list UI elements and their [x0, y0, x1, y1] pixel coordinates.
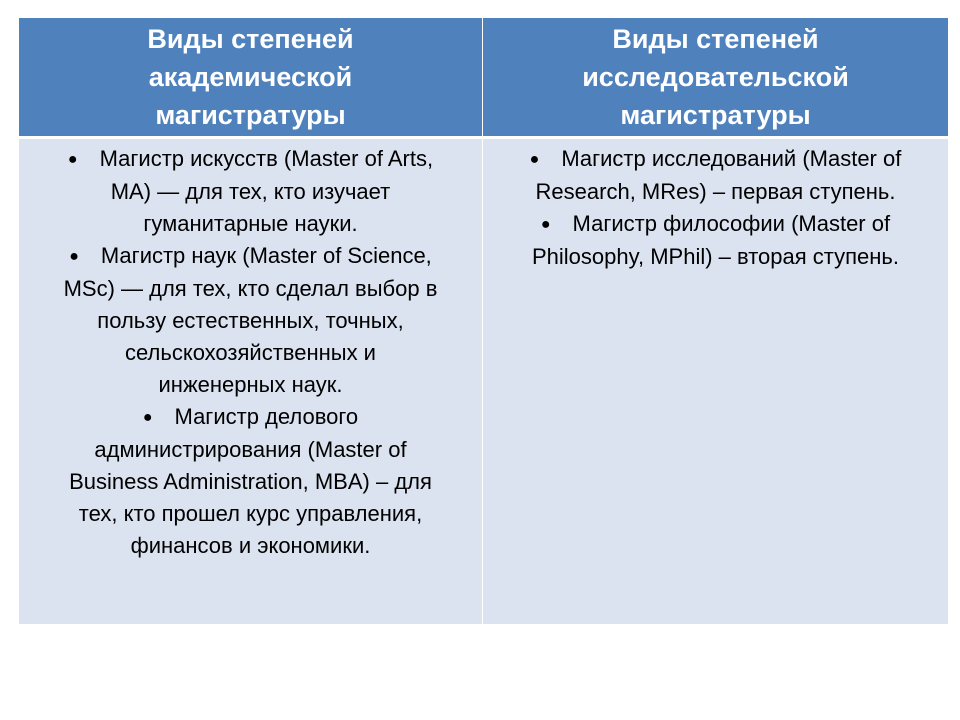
degree-text: Магистр исследований (Master of Research, MRes) – первая ступень. — [535, 146, 902, 204]
header-research-label: Виды степеней исследовательской магистратуры — [582, 24, 849, 130]
degree-text: Магистр делового администрирования (Master of Business Administration, MBA) – для тех, кто прошел курс управления, финансов и экономики. — [69, 404, 432, 558]
academic-degrees-list — [29, 143, 472, 562]
degree-text: Магистр философии (Master of Philosophy, MPhil) – вторая ступень. — [532, 211, 899, 269]
header-academic-masters — [19, 18, 483, 136]
list-item — [493, 208, 938, 273]
list-item — [29, 143, 472, 240]
bullet-icon: ● — [540, 216, 551, 233]
header-research-masters — [483, 18, 948, 136]
bullet-icon: ● — [69, 248, 79, 265]
header-academic-label: Виды степеней академической магистратуры — [147, 24, 354, 130]
list-item — [29, 240, 472, 401]
bullet-icon: ● — [529, 151, 540, 168]
research-degrees-list — [493, 143, 938, 273]
bullet-icon: ● — [142, 409, 153, 426]
degree-text: Магистр наук (Master of Science, MSc) — для тех, кто сделал выбор в пользу естественных, точных, сельскохозяйственных и инженерных наук. — [63, 243, 438, 397]
list-item — [493, 143, 938, 208]
academic-degrees-cell — [19, 136, 483, 624]
research-degrees-cell — [483, 136, 948, 624]
bullet-icon: ● — [67, 151, 78, 168]
degree-text: Магистр искусств (Master of Arts, MA) — для тех, кто изучает гуманитарные науки. — [99, 146, 434, 236]
list-item — [29, 401, 472, 562]
degrees-table — [19, 18, 948, 624]
